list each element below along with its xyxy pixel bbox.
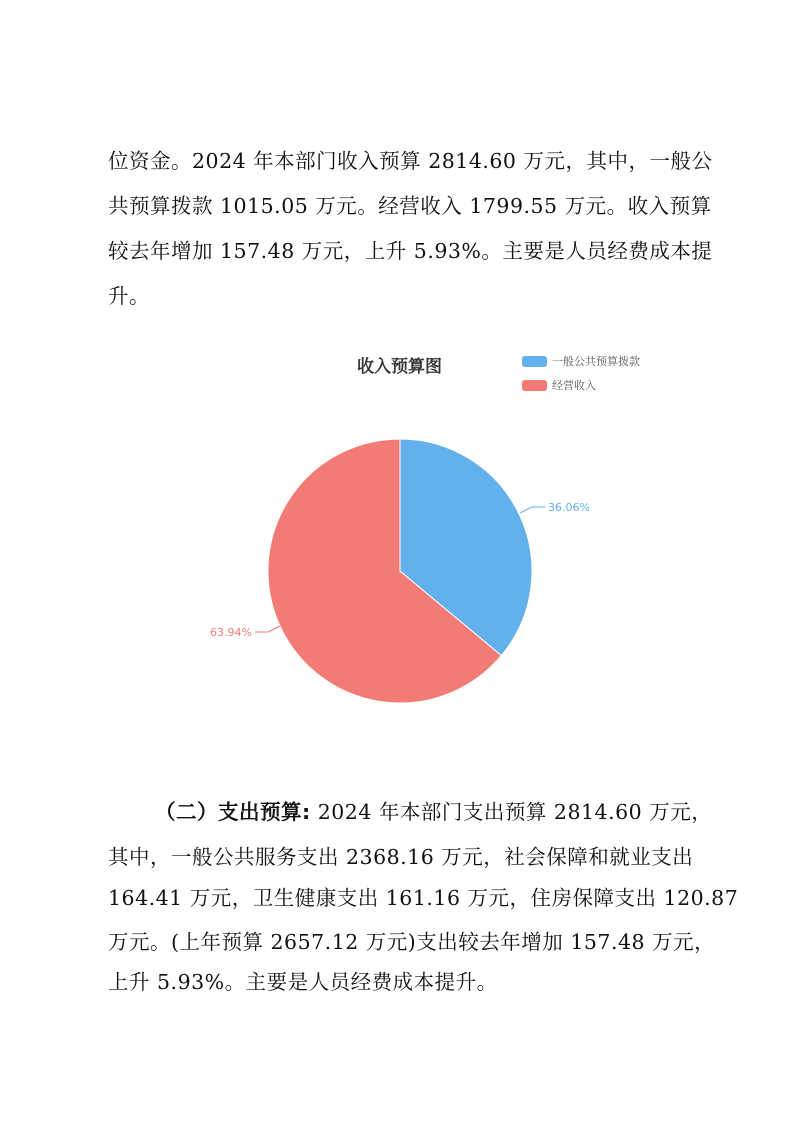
text-line: 其中，一般公共服务支出 2368.16 万元，社会保障和就业支出 — [108, 845, 694, 869]
pie-label-general-budget: 36.06% — [548, 501, 590, 514]
text-line: 较去年增加 157.48 万元，上升 5.93%。主要是人员经费成本提 — [108, 239, 713, 263]
text-line: 升。 — [108, 284, 150, 308]
pie-label-operating-income: 63.94% — [210, 626, 252, 639]
text-line: 位资金。2024 年本部门收入预算 2814.60 万元，其中，一般公 — [108, 149, 713, 173]
label-line-blue — [520, 507, 545, 513]
text-line: 上升 5.93%。主要是人员经费成本提升。 — [108, 970, 498, 994]
label-line-red — [255, 626, 280, 632]
chart-title: 收入预算图 — [357, 357, 442, 377]
section-heading: （二）支出预算: — [155, 800, 311, 824]
text-line: （二）支出预算: 2024 年本部门支出预算 2814.60 万元， — [155, 800, 713, 824]
legend-label: 一般公共预算拨款 — [552, 355, 640, 368]
text-line: 共预算拨款 1015.05 万元。经营收入 1799.55 万元。收入预算 — [108, 194, 712, 218]
text-line: 万元。(上年预算 2657.12 万元)支出较去年增加 157.48 万元， — [108, 930, 716, 954]
legend-label: 经营收入 — [552, 379, 596, 392]
text-line: 164.41 万元，卫生健康支出 161.16 万元，住房保障支出 120.87 — [108, 886, 739, 910]
